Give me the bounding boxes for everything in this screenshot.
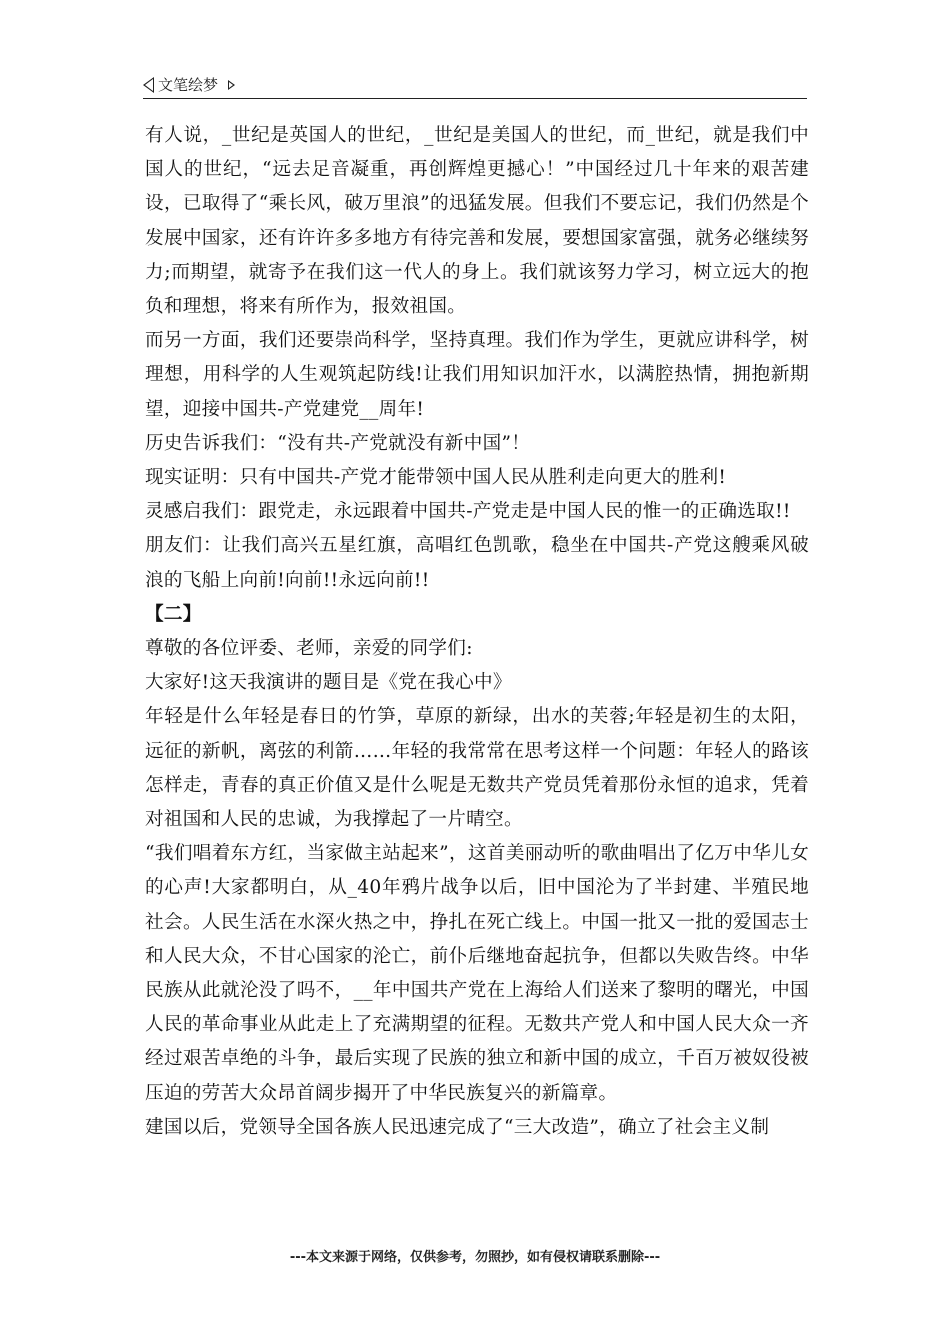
- brand-name: 文笔绘梦: [158, 76, 219, 94]
- document-body: [145, 119, 809, 1145]
- triangle-right-icon: [228, 80, 235, 90]
- paragraph: 有人说，_世纪是英国人的世纪，_世纪是美国人的世纪，而_世纪，就是我们中国人的世纪，“远去足音凝重，再创辉煌更撼心！”中国经过几十年来的艰苦建设，已取得了“乘长风，破万里浪”的迅猛发展。但我们不要忘记，我们仍然是个发展中国家，还有许许多多地方有待完善和发展，要想国家富强，就务必继续努力;而期望，就寄予在我们这一代人的身上。我们就该努力学习，树立远大的抱负和理想，将来有所作为，报效祖国。: [145, 125, 809, 318]
- section-heading: 【二】: [145, 603, 202, 625]
- paragraph: “我们唱着东方红，当家做主站起来”，这首美丽动听的歌曲唱出了亿万中华儿女的心声!大家都明白，从_40年鸦片战争以后，旧中国沦为了半封建、半殖民地社会。人民生活在水深火热之中，挣扎在死亡线上。中国一批又一批的爱国志士和人民大众，不甘心国家的沦亡，前仆后继地奋起抗争，但都以失败告终。中华民族从此就沦没了吗不，__年中国共产党在上海给人们送来了黎明的曙光，中国人民的革命事业从此走上了充满期望的征程。无数共产党人和中国人民大众一齐经过艰苦卓绝的斗争，最后实现了民族的独立和新中国的成立，千百万被奴役被压迫的劳苦大众昂首阔步揭开了中华民族复兴的新篇章。: [145, 843, 809, 1104]
- paragraph: 朋友们：让我们高兴五星红旗，高唱红色凯歌，稳坐在中国共-产党这艘乘风破浪的飞船上向前!向前!!永远向前!!: [145, 535, 809, 591]
- triangle-left-icon: [143, 77, 154, 93]
- page-footer: ---本文来源于网络，仅供参考，勿照抄，如有侵权请联系删除---: [289, 1250, 661, 1265]
- paragraph: 历史告诉我们：“没有共-产党就没有新中国”！: [145, 432, 531, 454]
- header-brand-group: [143, 74, 235, 95]
- paragraph: 尊敬的各位评委、老师，亲爱的同学们:: [145, 638, 473, 660]
- paragraph: 建国以后，党领导全国各族人民迅速完成了“三大改造”，确立了社会主义制: [145, 1116, 770, 1138]
- paragraph: 大家好!这天我演讲的题目是《党在我心中》: [145, 672, 512, 694]
- paragraph: 灵感启我们：跟党走，永远跟着中国共-产党走是中国人民的惟一的正确选取!!: [145, 501, 791, 523]
- paragraph: 年轻是什么年轻是春日的竹笋，草原的新绿，出水的芙蓉;年轻是初生的太阳，远征的新帆，离弦的利箭……年轻的我常常在思考这样一个问题：年轻人的路该怎样走，青春的真正价值又是什么呢是无数共产党员凭着那份永恒的追求，凭着对祖国和人民的忠诚，为我撑起了一片晴空。: [145, 706, 809, 831]
- paragraph: 现实证明：只有中国共-产党才能带领中国人民从胜利走向更大的胜利!: [145, 467, 727, 489]
- page-header: [143, 70, 807, 99]
- paragraph: 而另一方面，我们还要崇尚科学，坚持真理。我们作为学生，更就应讲科学，树理想，用科学的人生观筑起防线!让我们用知识加汗水，以满腔热情，拥抱新期望，迎接中国共-产党建党__周年!: [145, 330, 809, 420]
